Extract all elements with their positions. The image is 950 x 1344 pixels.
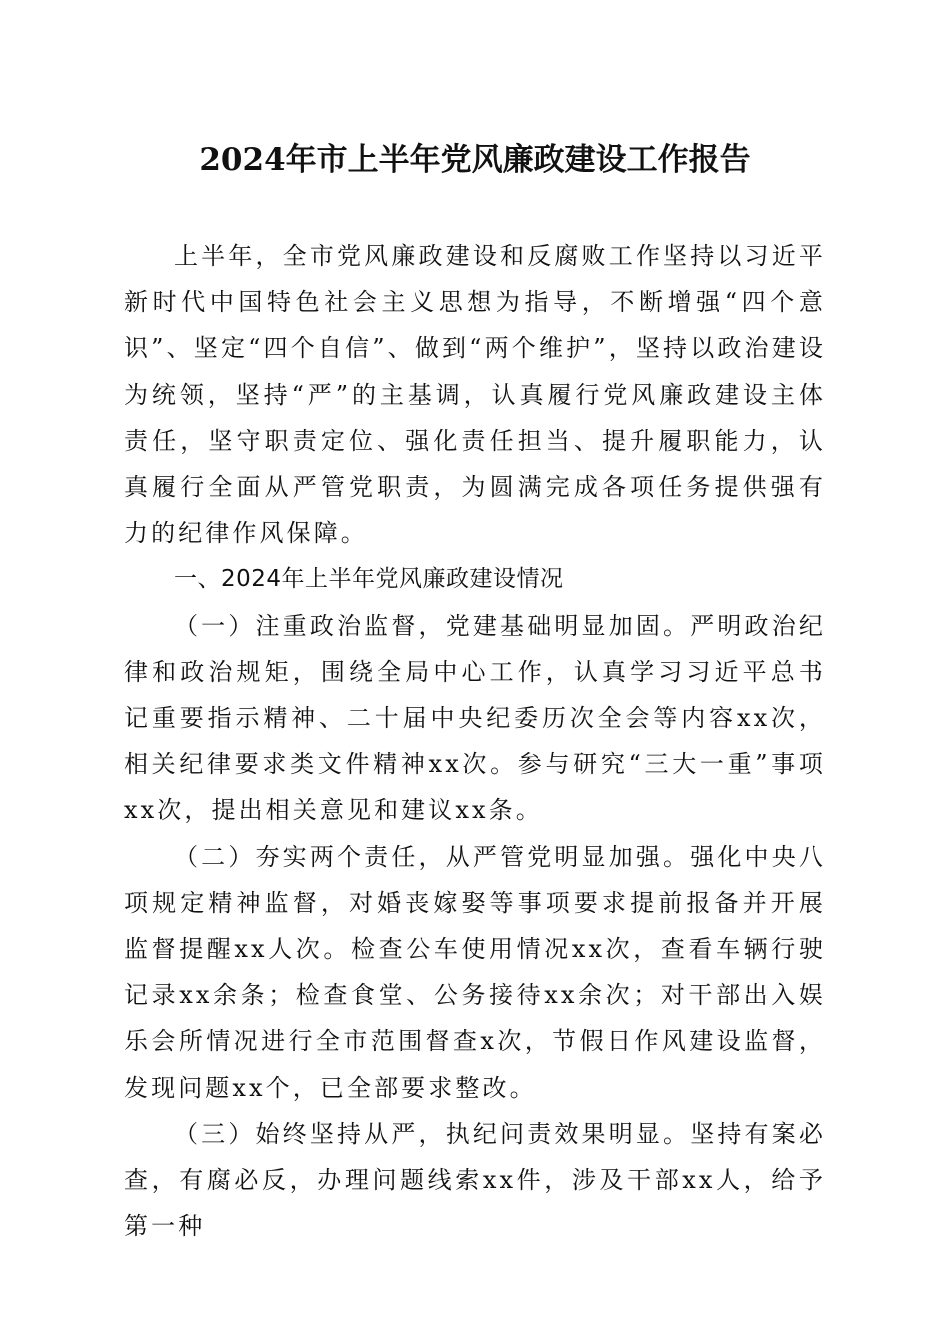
document-body bbox=[124, 233, 826, 1249]
item-lead-1: （一）注重政治监督，党建基础明显加固。 bbox=[174, 611, 691, 640]
item-paragraph-3 bbox=[124, 1111, 826, 1250]
item-lead-3: （三）始终坚持从严，执纪问责效果明显。 bbox=[174, 1119, 691, 1148]
item-text-1: 严明政治纪律和政治规矩，围绕全局中心工作，认真学习习近平总书记重要指示精神、二十届中央纪委历次全会等内容xx次，相关纪律要求类文件精神xx次。参与研究“三大一重”事项xx次，提出相关意见和建议xx条。 bbox=[124, 611, 826, 825]
item-text-2: 强化中央八项规定精神监督，对婚丧嫁娶等事项要求提前报备并开展监督提醒xx人次。检查公车使用情况xx次，查看车辆行驶记录xx余条；检查食堂、公务接待xx余次；对干部出入娱乐会所情况进行全市范围督查x次，节假日作风建设监督，发现问题xx个，已全部要求整改。 bbox=[124, 842, 826, 1102]
document-title: 2024年市上半年党风廉政建设工作报告 bbox=[199, 142, 751, 178]
item-text-3: 坚持有案必查，有腐必反，办理问题线索xx件，涉及干部xx人，给予第一种 bbox=[124, 1119, 826, 1241]
intro-paragraph: 上半年，全市党风廉政建设和反腐败工作坚持以习近平新时代中国特色社会主义思想为指导，不断增强“四个意识”、坚定“四个自信”、做到“两个维护”，坚持以政治建设为统领，坚持“严”的主基调，认真履行党风廉政建设主体责任，坚守职责定位、强化责任担当、提升履职能力，认真履行全面从严管党职责，为圆满完成各项任务提供强有力的纪律作风保障。 bbox=[124, 242, 826, 548]
item-paragraph-2 bbox=[124, 834, 826, 1111]
item-lead-2: （二）夯实两个责任，从严管党明显加强。 bbox=[174, 842, 691, 871]
item-paragraph-1 bbox=[124, 603, 826, 834]
section-heading: 一、2024年上半年党风廉政建设情况 bbox=[174, 566, 564, 593]
